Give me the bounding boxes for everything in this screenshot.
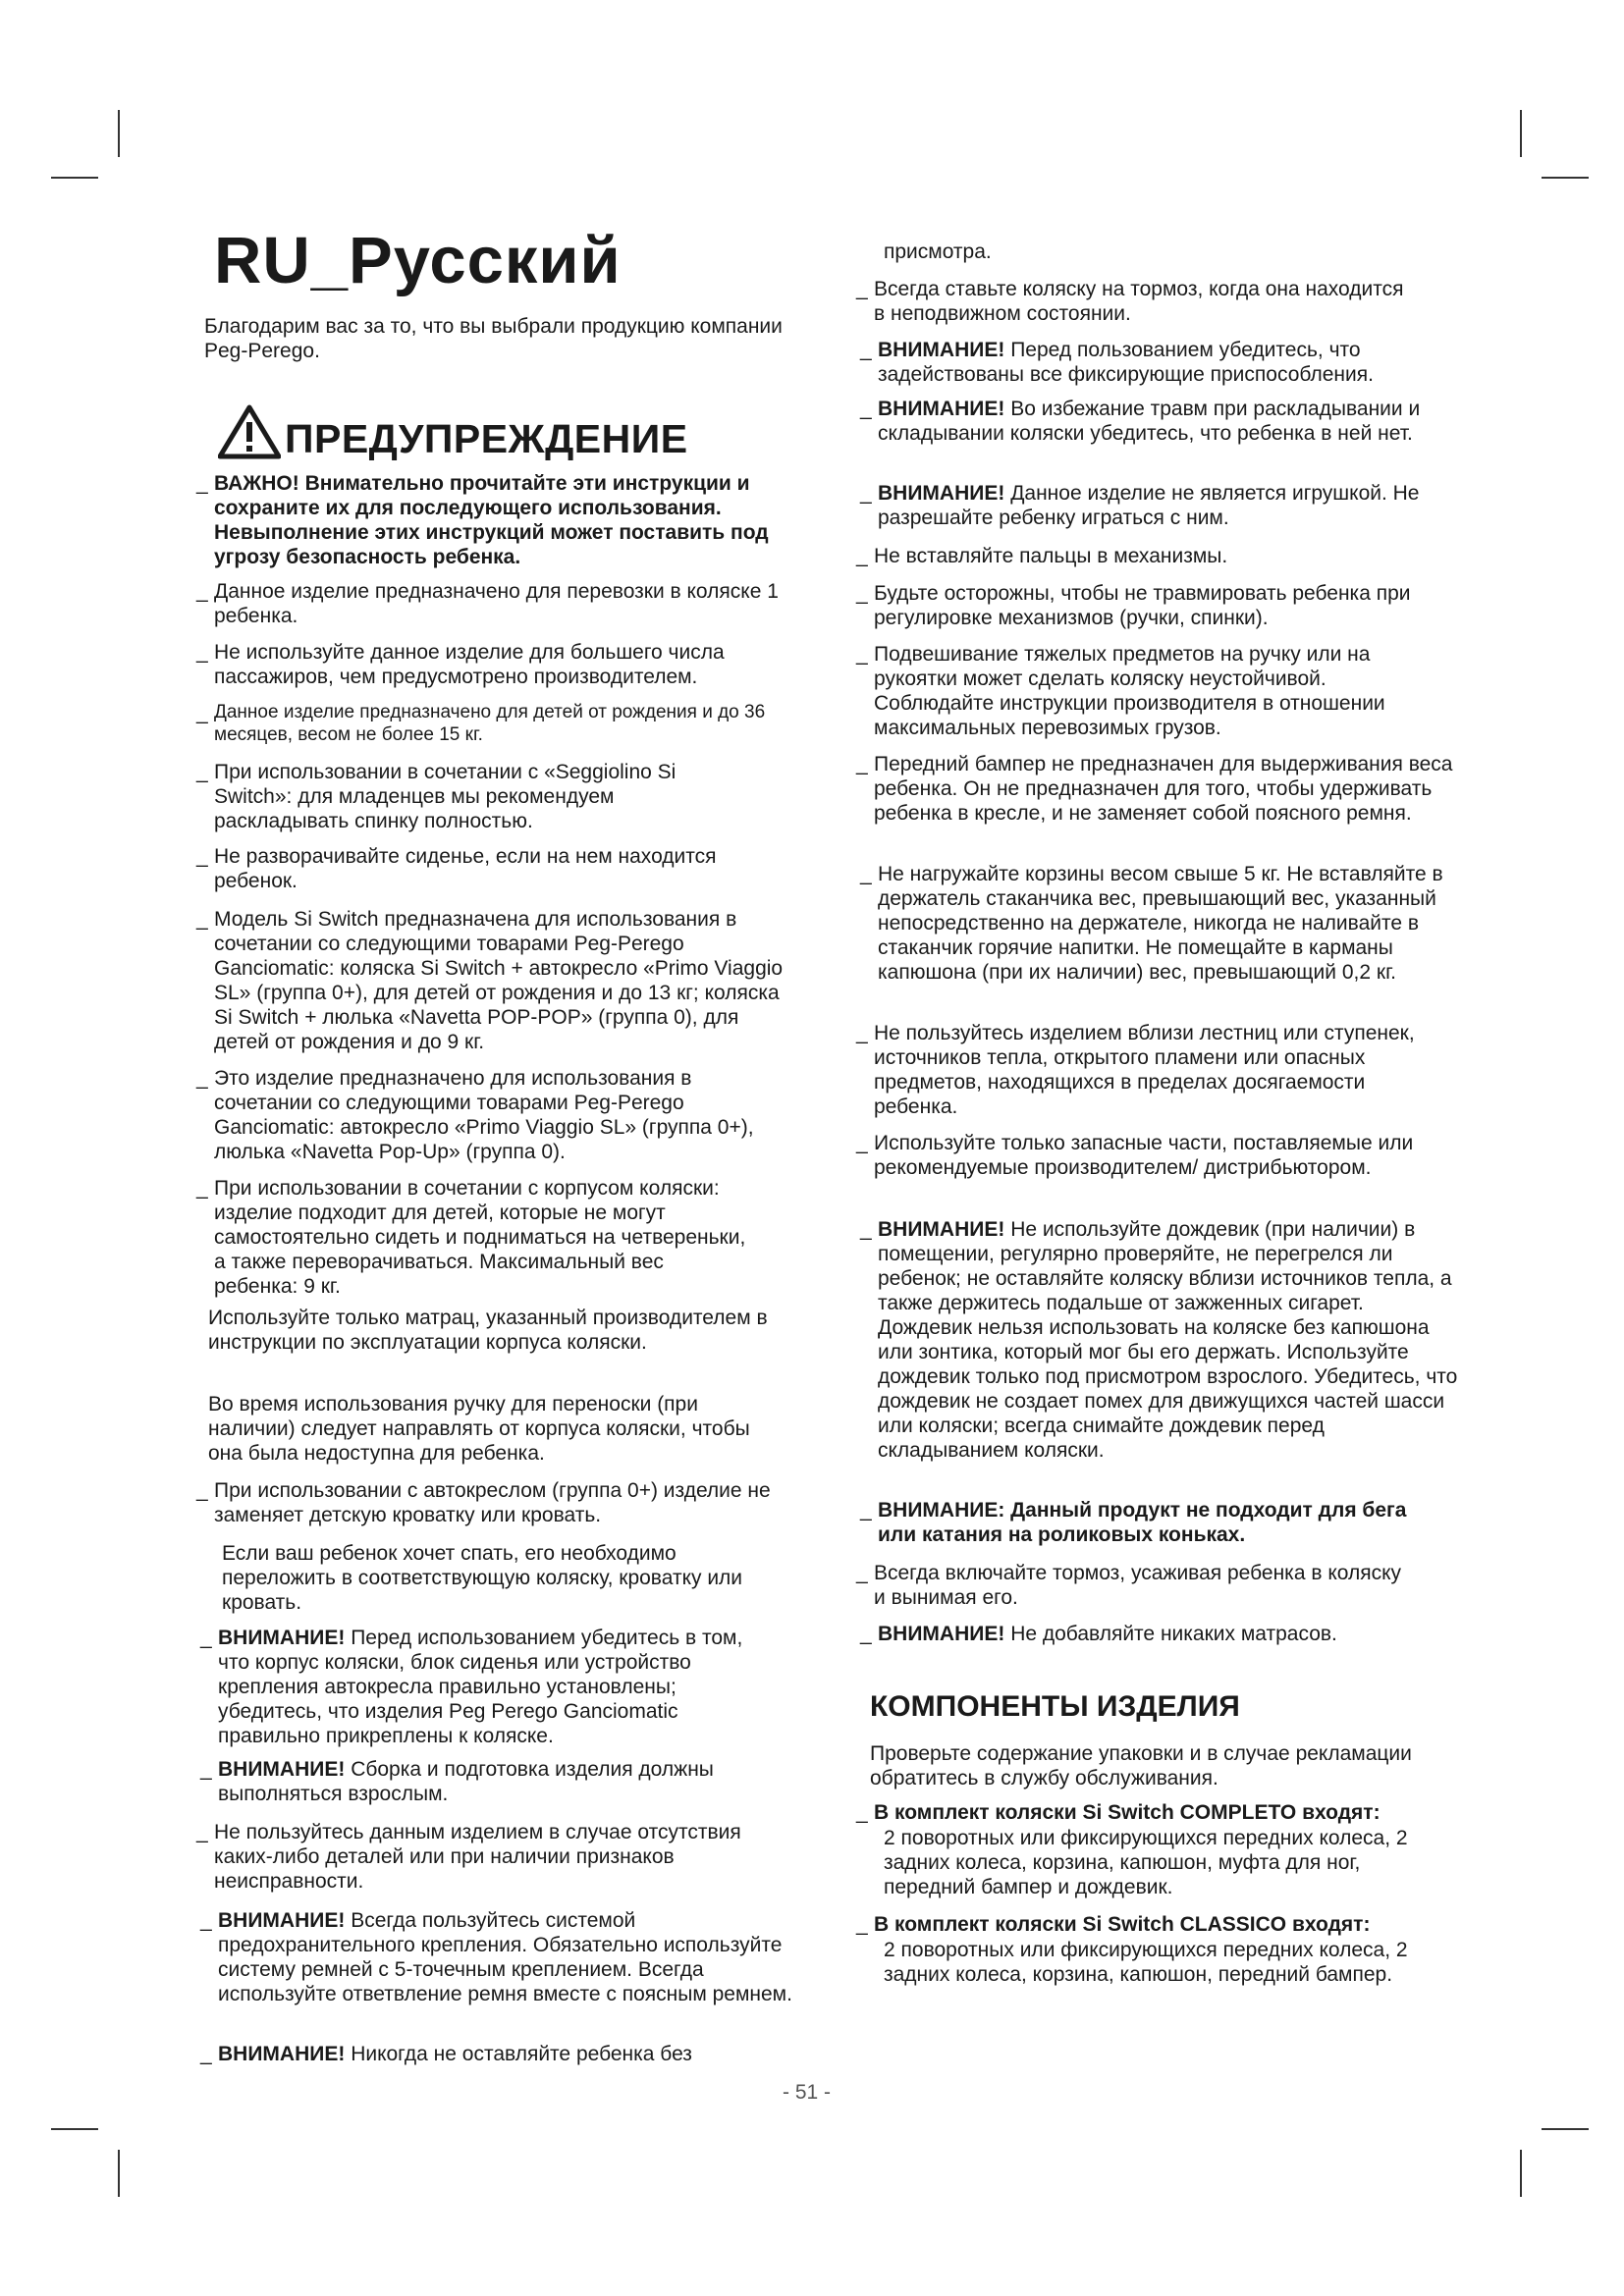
list-item: _ Это изделие предназначено для использования в сочетании со следующими товарами Peg-Perego Ganciomatic: автокресло «Primo Viaggio SL» (группа 0+), люлька «Navetta Pop-Up» (группа 0). (196, 1067, 754, 1163)
crop-mark (1542, 2128, 1589, 2130)
components-heading: КОМПОНЕНТЫ ИЗДЕЛИЯ (870, 1690, 1240, 1723)
page-title: RU_Русский (214, 224, 622, 297)
list-item: _ Не пользуйтесь изделием вблизи лестниц или ступенек, источников тепла, открытого пламени или опасных предметов, находящихся в пределах досягаемости ребенка. (856, 1022, 1415, 1118)
warning-heading (218, 400, 688, 459)
list-item: _ Всегда ставьте коляску на тормоз, когда она находится в неподвижном состоянии. (856, 278, 1404, 325)
intro-text: Благодарим вас за то, что вы выбрали продукцию компании Peg-Perego. (204, 315, 783, 362)
list-item: _ Всегда включайте тормоз, усаживая ребенка в коляску и вынимая его. (856, 1562, 1402, 1609)
attention-item: _ ВНИМАНИЕ! Перед использованием убедитесь в том, что корпус коляски, блок сиденья или устройство крепления автокресла правильно установлены; убедитесь, что изделия Peg Perego Ganciomatic правильно прикреплены к коляске. (200, 1627, 743, 1747)
crop-mark (1542, 177, 1589, 179)
list-item: Во время использования ручку для переноски (при наличии) следует направлять от корпуса коляски, чтобы она была недоступна для ребенка. (208, 1393, 750, 1465)
list-item: _ Не вставляйте пальцы в механизмы. (856, 545, 1228, 567)
attention-item: _ ВНИМАНИЕ! Всегда пользуйтесь системой предохранительного крепления. Обязательно используйте систему ремней с 5-точечным креплением. Всегда используйте ответвление ремня вместе с поясным ремнем. (200, 1909, 792, 2005)
list-item: _ Не пользуйтесь данным изделием в случае отсутствия каких-либо деталей или при наличии признаков неисправности. (196, 1821, 741, 1893)
list-item: _ Используйте только запасные части, поставляемые или рекомендуемые производителем/ дистрибьютором. (856, 1132, 1414, 1179)
components-classico-text: 2 поворотных или фиксирующихся передних колеса, 2 задних колеса, корзина, капюшон, передний бампер. (884, 1939, 1408, 1986)
list-item: _ При использовании в сочетании с корпусом коляски: изделие подходит для детей, которые не могут самостоятельно сидеть и подниматься на четвереньки, а также переворачиваться. Максимальный вес ребенка: 9 кг. (196, 1177, 746, 1298)
list-item: _ При использовании в сочетании с «Seggiolino Si Switch»: для младенцев мы рекомендуем раскладывать спинку полностью. (196, 761, 677, 832)
list-item: Используйте только матрац, указанный производителем в инструкции по эксплуатации корпуса коляски. (208, 1307, 768, 1354)
crop-mark (118, 110, 120, 157)
list-item: _ Подвешивание тяжелых предметов на ручку или на рукоятки может сделать коляску неустойчивой. Соблюдайте инструкции производителя в отношении максимальных перевозимых грузов. (856, 643, 1385, 739)
crop-mark (118, 2150, 120, 2197)
attention-item: _ ВНИМАНИЕ! Во избежание травм при раскладывании и складывании коляски убедитесь, что ребенка в ней нет. (860, 398, 1421, 445)
list-item: Если ваш ребенок хочет спать, его необходимо переложить в соответствующую коляску, кроватку или кровать. (222, 1542, 743, 1614)
list-item: _ Модель Si Switch предназначена для использования в сочетании со следующими товарами Peg-Perego Ganciomatic: коляска Si Switch + автокресло «Primo Viaggio SL» (группа 0+), для детей от рождения и до 13 кг; коляска Si Switch + люлька «Navetta POP-POP» (группа 0), для детей от рождения и до 9 кг. (196, 908, 784, 1053)
warning-triangle-icon (218, 404, 281, 459)
warning-title: ПРЕДУПРЕЖДЕНИЕ (285, 416, 688, 461)
important-notice: _ ВАЖНО! Внимательно прочитайте эти инструкции и сохраните их для последующего использования. Невыполнение этих инструкций может поставить под угрозу безопасность ребенка. (196, 472, 769, 568)
attention-item: _ ВНИМАНИЕ! Перед пользованием убедитесь, что задействованы все фиксирующие приспособления. (860, 339, 1374, 386)
attention-item: _ ВНИМАНИЕ! Сборка и подготовка изделия должны выполняться взрослым. (200, 1758, 714, 1805)
list-item: _ Передний бампер не предназначен для выдерживания веса ребенка. Он не предназначен для того, чтобы удерживать ребенка в кресле, и не заменяет собой поясного ремня. (856, 753, 1453, 825)
components-intro: Проверьте содержание упаковки и в случае рекламации обратитесь в службу обслуживания. (870, 1742, 1412, 1789)
list-item: _ Не нагружайте корзины весом свыше 5 кг. Не вставляйте в держатель стаканчика вес, превышающий вес, указанный непосредственно на держателе, никогда не наливайте в стаканчик горячие напитки. Не помещайте в карманы капюшона (при их наличии) вес, превышающий 0,2 кг. (860, 863, 1443, 984)
crop-mark (51, 177, 98, 179)
attention-item: _ ВНИМАНИЕ! Данное изделие не является игрушкой. Не разрешайте ребенку играться с ним. (860, 482, 1420, 529)
components-classico-title: _ В комплект коляски Si Switch CLASSICO входят: (856, 1913, 1371, 1936)
crop-mark (51, 2128, 98, 2130)
list-item: _ Будьте осторожны, чтобы не травмировать ребенка при регулировке механизмов (ручки, спинки). (856, 582, 1411, 629)
attention-item: _ ВНИМАНИЕ: Данный продукт не подходит для бега или катания на роликовых коньках. (860, 1499, 1407, 1546)
page-number: - 51 - (783, 2081, 832, 2104)
components-completo-text: 2 поворотных или фиксирующихся передних колеса, 2 задних колеса, корзина, капюшон, муфта для ног, передний бампер и дождевик. (884, 1827, 1408, 1898)
attention-item: _ ВНИМАНИЕ! Никогда не оставляйте ребенка без (200, 2043, 692, 2065)
list-item-continued: присмотра. (884, 240, 992, 263)
list-item: _ Не используйте данное изделие для большего числа пассажиров, чем предусмотрено производителем. (196, 641, 725, 688)
attention-item: _ ВНИМАНИЕ! Не используйте дождевик (при наличии) в помещении, регулярно проверяйте, не перегрелся ли ребенок; не оставляйте коляску вблизи источников тепла, а также держитесь подальше от зажженных сигарет. Дождевик нельзя использовать на коляске без капюшона или зонтика, который мог бы его держать. Используйте дождевик только под присмотром взрослого. Убедитесь, что дождевик не создает помех для движущихся частей шасси или коляски; всегда снимайте дождевик перед складыванием коляски. (860, 1218, 1458, 1462)
crop-mark (1520, 110, 1522, 157)
attention-item: _ ВНИМАНИЕ! Не добавляйте никаких матрасов. (860, 1623, 1337, 1645)
list-item: _ Не разворачивайте сиденье, если на нем находится ребенок. (196, 845, 717, 892)
list-item: _ При использовании с автокреслом (группа 0+) изделие не заменяет детскую кроватку или кровать. (196, 1479, 771, 1526)
components-completo-title: _ В комплект коляски Si Switch COMPLETO входят: (856, 1801, 1380, 1824)
list-item: _ Данное изделие предназначено для перевозки в коляске 1 ребенка. (196, 580, 779, 627)
crop-mark (1520, 2150, 1522, 2197)
list-item: _ Данное изделие предназначено для детей от рождения и до 36 месяцев, весом не более 15 кг. (196, 702, 766, 745)
